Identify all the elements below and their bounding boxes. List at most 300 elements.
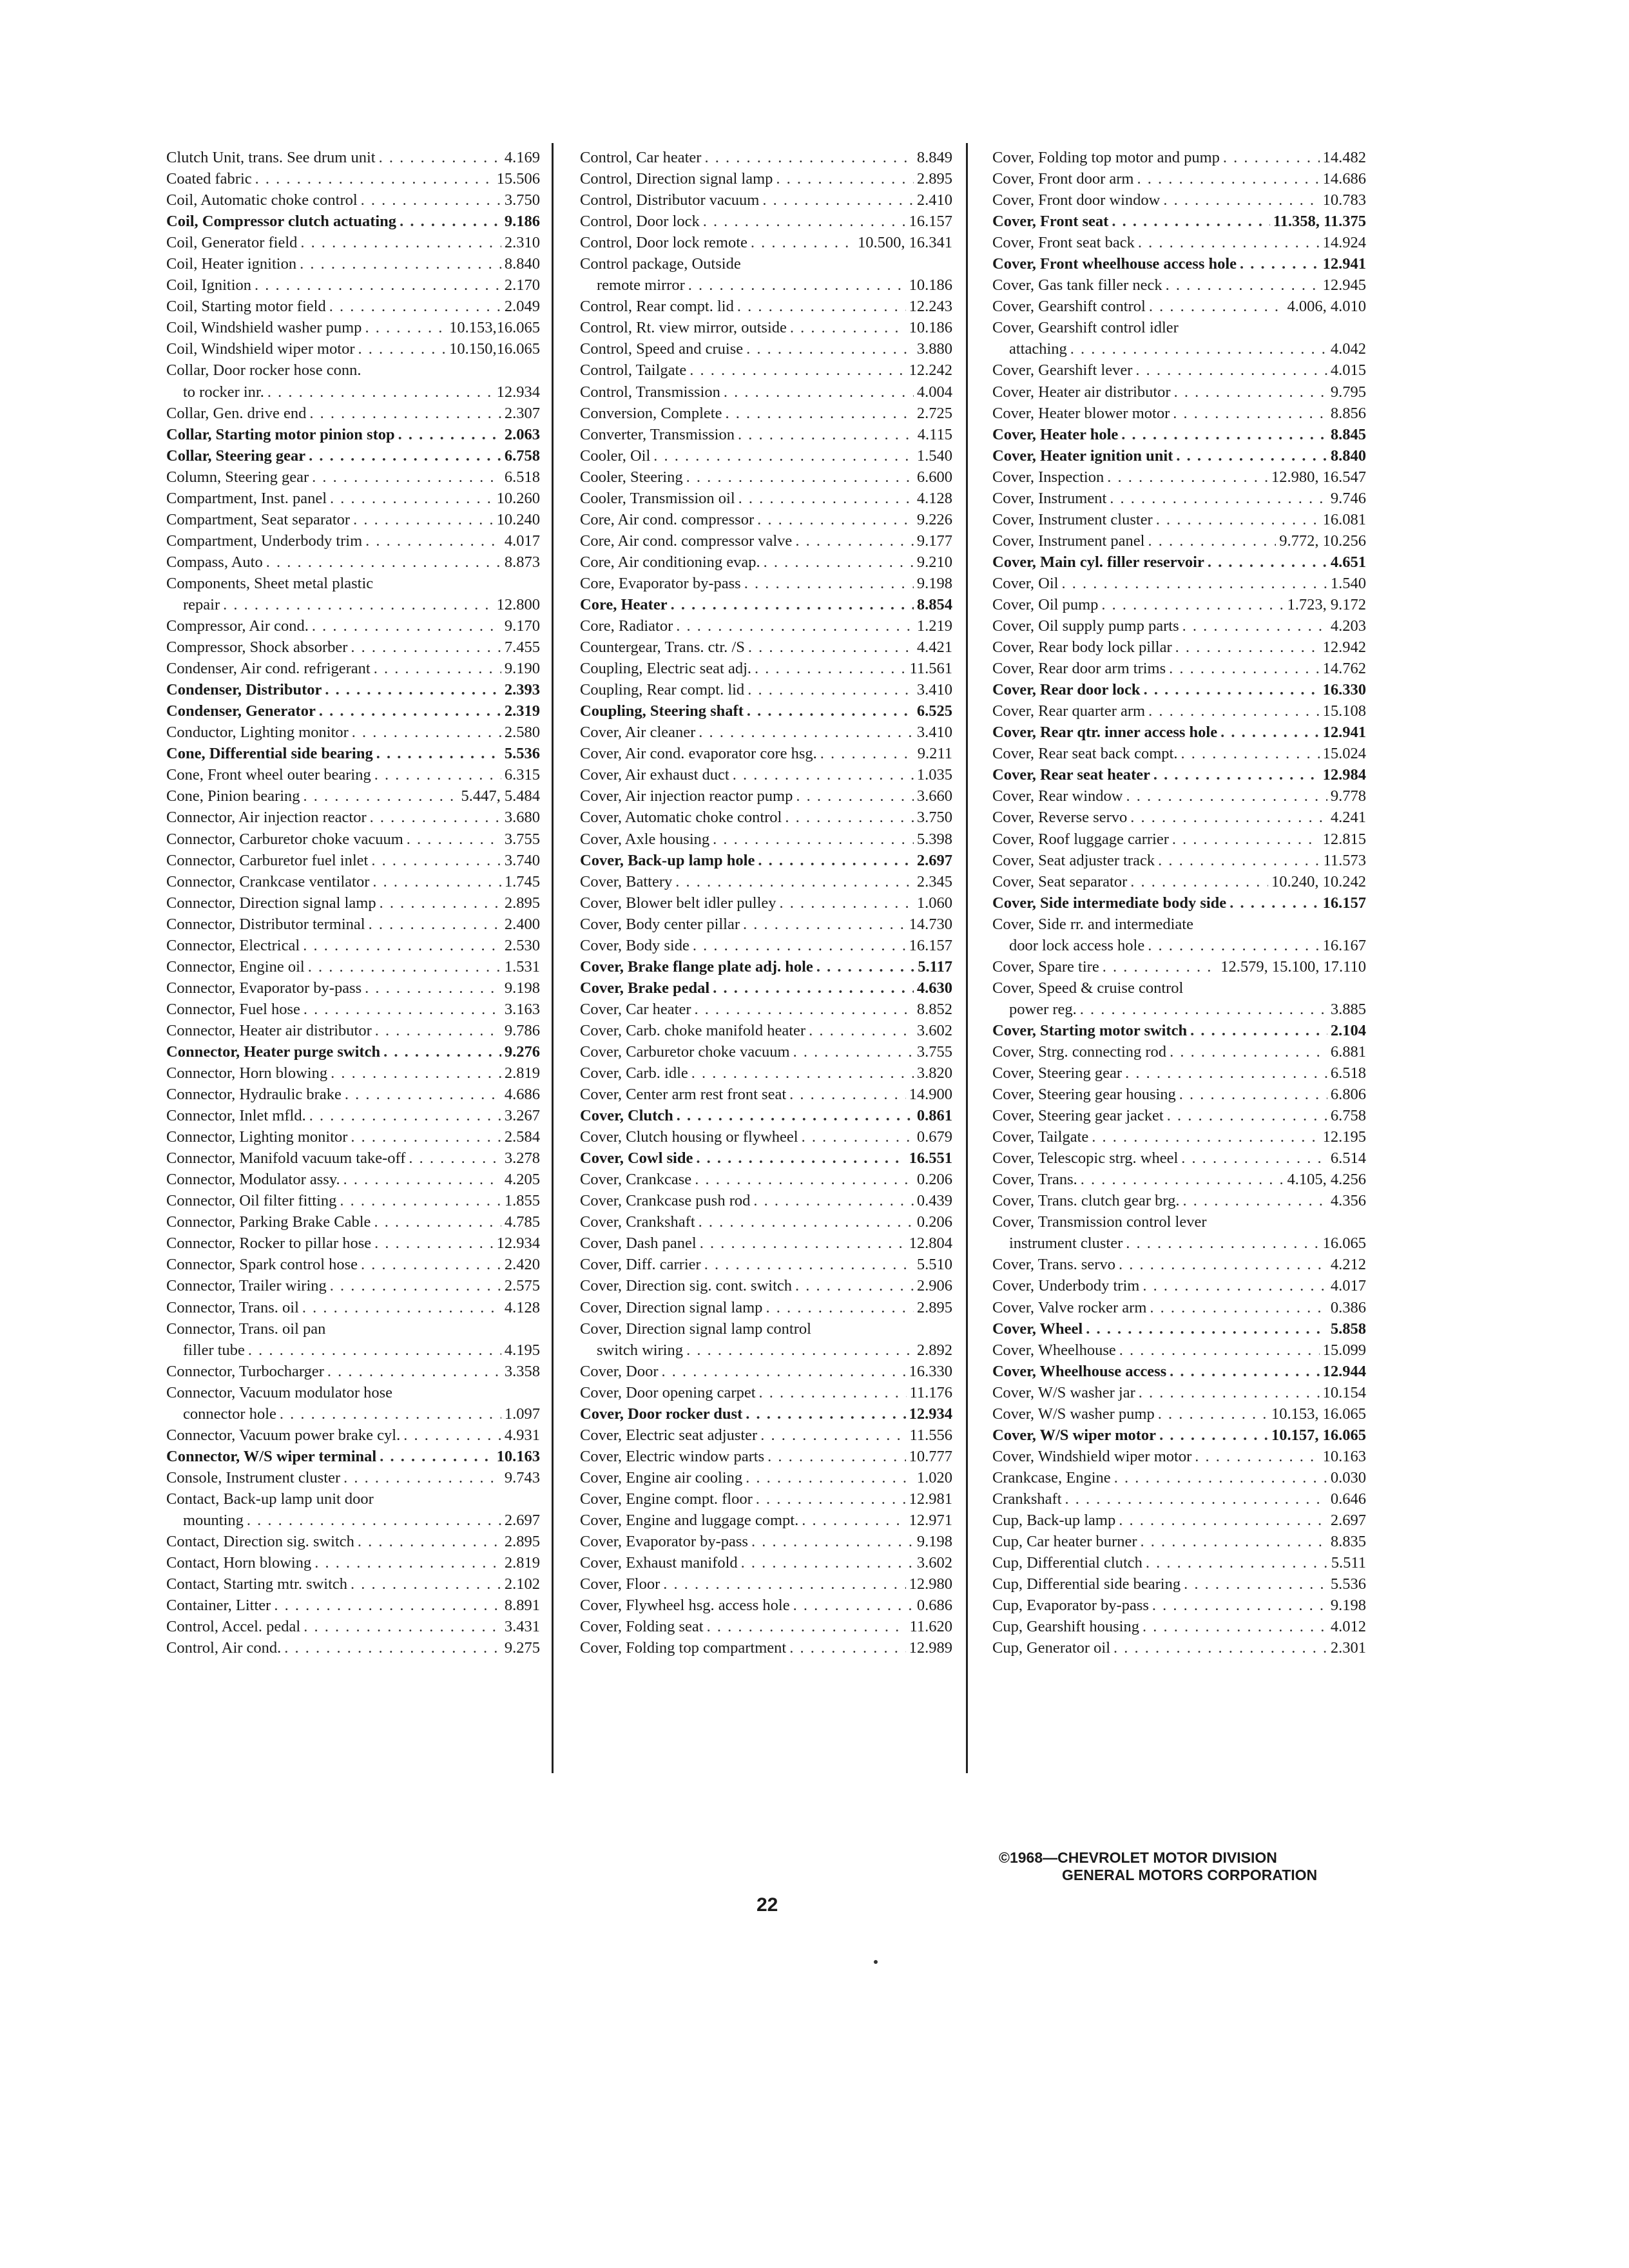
dot-leader xyxy=(374,1211,501,1233)
dot-leader xyxy=(700,1233,906,1254)
entry-page: 10.157, 16.065 xyxy=(1271,1426,1366,1444)
index-entry xyxy=(580,1467,952,1488)
entry-name: Cover, Floor xyxy=(580,1575,660,1593)
entry-page: 11.358, 11.375 xyxy=(1273,213,1366,231)
index-entry xyxy=(992,977,1366,999)
index-entry xyxy=(166,1531,540,1552)
column-divider xyxy=(552,143,554,1773)
dot-leader xyxy=(753,1190,914,1211)
entry-name: Cover, Electric seat adjuster xyxy=(580,1426,758,1444)
index-entry xyxy=(166,935,540,956)
index-entry xyxy=(166,1573,540,1595)
dot-leader xyxy=(746,1403,905,1425)
entry-page: 4.012 xyxy=(1330,1618,1366,1636)
entry-name: Cover, Center arm rest front seat xyxy=(580,1086,787,1104)
entry-page: 9.746 xyxy=(1330,489,1366,507)
index-column-1 xyxy=(166,147,540,1658)
entry-name: Connector, Electrical xyxy=(166,936,300,954)
entry-page: 5.536 xyxy=(1330,1575,1366,1593)
index-entry xyxy=(992,1510,1366,1531)
dot-leader xyxy=(1169,658,1319,679)
dot-leader xyxy=(688,274,906,296)
index-entry xyxy=(166,1275,540,1296)
entry-name: Cover, Exhaust manifold xyxy=(580,1554,738,1572)
index-entry xyxy=(166,1233,540,1254)
dot-leader xyxy=(707,1616,907,1637)
index-entry xyxy=(580,1062,952,1084)
dot-leader xyxy=(1176,445,1327,466)
index-entry xyxy=(992,829,1366,850)
index-entry xyxy=(580,1446,952,1467)
index-entry xyxy=(580,1403,952,1425)
entry-name: Coupling, Electric seat adj. xyxy=(580,660,752,678)
index-entry xyxy=(580,700,952,722)
entry-name: Control, Transmission xyxy=(580,383,720,401)
copyright-footer xyxy=(999,1849,1317,1884)
entry-name: Coil, Generator field xyxy=(166,234,298,252)
index-entry xyxy=(580,637,952,658)
index-entry xyxy=(166,679,540,700)
entry-page: 12.980, 16.547 xyxy=(1271,468,1366,486)
entry-page: 12.815 xyxy=(1322,830,1366,848)
entry-name: Connector, Engine oil xyxy=(166,957,305,975)
index-entry xyxy=(992,1190,1366,1211)
dot-leader xyxy=(1173,403,1327,424)
entry-page: 2.697 xyxy=(1330,1512,1366,1529)
dot-leader xyxy=(671,594,914,615)
entry-page: 6.525 xyxy=(916,702,952,720)
dot-leader xyxy=(266,552,501,573)
entry-page: 16.081 xyxy=(1322,510,1366,528)
index-entry xyxy=(580,850,952,871)
entry-page: 1.060 xyxy=(916,894,952,912)
dot-leader xyxy=(738,488,914,509)
index-entry xyxy=(580,999,952,1020)
entry-name: Coil, Automatic choke control xyxy=(166,191,358,209)
dot-leader xyxy=(255,168,494,189)
entry-name: Clutch Unit, trans. See drum unit xyxy=(166,149,376,166)
index-entry xyxy=(992,1062,1366,1084)
entry-name: Cover, Direction signal lamp xyxy=(580,1298,763,1316)
entry-name: Control, Speed and cruise xyxy=(580,340,744,358)
dot-leader xyxy=(756,1488,906,1510)
index-entry xyxy=(992,637,1366,658)
entry-page: 4.421 xyxy=(916,639,952,657)
entry-page: 10.186 xyxy=(909,276,952,294)
entry-page: 1.745 xyxy=(504,872,540,890)
dot-leader xyxy=(1172,829,1320,850)
entry-name: Coupling, Steering shaft xyxy=(580,702,744,720)
dot-leader xyxy=(300,232,501,253)
dot-leader xyxy=(789,1637,905,1658)
index-entry xyxy=(166,530,540,552)
entry-page: 2.725 xyxy=(916,404,952,422)
dot-leader xyxy=(343,1467,501,1488)
dot-leader xyxy=(1119,1510,1327,1531)
index-entry xyxy=(580,1637,952,1658)
entry-page: 1.097 xyxy=(504,1405,540,1423)
entry-name: Connector, Turbocharger xyxy=(166,1362,324,1380)
index-entry xyxy=(992,211,1366,232)
entry-page: 11.556 xyxy=(909,1426,952,1444)
index-entry xyxy=(992,1552,1366,1573)
index-entry xyxy=(992,935,1366,956)
entry-page: 4.630 xyxy=(916,979,952,997)
index-entry xyxy=(992,424,1366,445)
index-entry xyxy=(166,1211,540,1233)
dot-leader xyxy=(372,871,501,892)
entry-name: Compartment, Inst. panel xyxy=(166,489,327,507)
entry-page: 5.511 xyxy=(1331,1554,1366,1572)
entry-name: Cone, Differential side bearing xyxy=(166,745,373,763)
dot-leader xyxy=(379,147,501,168)
index-entry xyxy=(580,211,952,232)
entry-name: Cover, Wheelhouse xyxy=(992,1341,1116,1359)
entry-page: 9.772, 10.256 xyxy=(1279,532,1366,550)
entry-name: Crankcase, Engine xyxy=(992,1468,1111,1486)
entry-name: Cover, Direction sig. cont. switch xyxy=(580,1277,793,1295)
index-entry xyxy=(580,552,952,573)
dot-leader xyxy=(785,807,914,828)
entry-name: Control, Distributor vacuum xyxy=(580,191,760,209)
index-entry xyxy=(580,1020,952,1041)
entry-page: 2.895 xyxy=(504,1533,540,1551)
index-entry xyxy=(580,360,952,381)
entry-name: Condenser, Generator xyxy=(166,702,316,720)
entry-name: Condenser, Distributor xyxy=(166,681,322,699)
dot-leader xyxy=(746,338,914,360)
index-entry xyxy=(992,1148,1366,1169)
index-entry xyxy=(992,232,1366,253)
entry-name: Cover, Clutch xyxy=(580,1107,673,1125)
entry-name: Contact, Direction sig. switch xyxy=(166,1533,354,1551)
dot-leader xyxy=(733,764,914,785)
entry-name: Connector, Hydraulic brake xyxy=(166,1086,342,1104)
dot-leader xyxy=(713,977,914,999)
dot-leader xyxy=(300,253,501,274)
entry-page: 4.017 xyxy=(1330,1277,1366,1295)
entry-name: Collar, Starting motor pinion stop xyxy=(166,425,395,443)
entry-name: Connector, Vacuum power brake cyl. xyxy=(166,1426,401,1444)
entry-name: Cone, Front wheel outer bearing xyxy=(166,766,371,784)
entry-page: 9.198 xyxy=(1330,1597,1366,1615)
entry-page: 8.840 xyxy=(504,255,540,273)
dot-leader xyxy=(1223,147,1320,168)
index-entry xyxy=(580,1275,952,1296)
entry-name: Cover, Rear seat back compt. xyxy=(992,745,1178,763)
entry-name: Compressor, Shock absorber xyxy=(166,639,348,657)
dot-leader xyxy=(789,1084,905,1105)
dot-leader xyxy=(304,785,458,807)
entry-name: Console, Instrument cluster xyxy=(166,1468,341,1486)
entry-name: Connector, Crankcase ventilator xyxy=(166,872,370,890)
index-entry xyxy=(166,1084,540,1105)
index-entry xyxy=(166,850,540,871)
dot-leader xyxy=(1110,488,1327,509)
dot-leader xyxy=(1103,956,1218,977)
index-entry xyxy=(580,594,952,615)
entry-name: Cover, Flywheel hsg. access hole xyxy=(580,1597,790,1615)
dot-leader xyxy=(1142,1616,1327,1637)
entry-page: 2.530 xyxy=(504,936,540,954)
entry-name: Cover, Gas tank filler neck xyxy=(992,276,1162,294)
index-entry xyxy=(166,1510,540,1531)
dot-leader xyxy=(790,317,906,338)
index-entry xyxy=(992,871,1366,892)
entry-page: 1.540 xyxy=(916,447,952,465)
entry-name: Cover, Clutch housing or flywheel xyxy=(580,1128,798,1146)
index-entry xyxy=(992,488,1366,509)
index-entry xyxy=(166,403,540,424)
entry-name: Cover, Heater blower motor xyxy=(992,404,1170,422)
entry-page: 10.240, 10.242 xyxy=(1271,872,1366,890)
entry-page: 12.942 xyxy=(1322,639,1366,657)
entry-page: 5.536 xyxy=(504,745,540,763)
dot-leader xyxy=(1065,1488,1327,1510)
dot-leader xyxy=(1195,1446,1319,1467)
index-entry xyxy=(992,147,1366,168)
entry-name: Cover, Steering gear xyxy=(992,1064,1123,1082)
entry-name: Cover, Cowl side xyxy=(580,1149,693,1168)
entry-name: Cover, Rear seat heater xyxy=(992,766,1150,784)
entry-page: 5.858 xyxy=(1330,1320,1366,1338)
entry-page: 0.686 xyxy=(916,1597,952,1615)
index-entry xyxy=(992,1382,1366,1403)
index-entry xyxy=(580,147,952,168)
index-entry xyxy=(992,296,1366,317)
entry-name: Column, Steering gear xyxy=(166,468,309,486)
entry-name: Cover, Brake pedal xyxy=(580,979,710,997)
entry-name: Coil, Windshield wiper motor xyxy=(166,340,355,358)
entry-page: 14.924 xyxy=(1322,234,1366,252)
index-entry xyxy=(992,1361,1366,1382)
entry-name: Cover, Oil supply pump parts xyxy=(992,617,1179,635)
dot-leader xyxy=(1141,1531,1327,1552)
entry-page: 11.561 xyxy=(909,660,952,678)
index-entry xyxy=(992,743,1366,764)
entry-page: 4.241 xyxy=(1330,809,1366,827)
entry-name: Connector, Direction signal lamp xyxy=(166,894,376,912)
entry-name: Control package, Outside xyxy=(580,255,741,273)
dot-leader xyxy=(343,1169,501,1190)
entry-page: 10.783 xyxy=(1322,191,1366,209)
dot-leader xyxy=(741,1552,914,1573)
entry-page: 8.891 xyxy=(504,1597,540,1615)
entry-name: Cover, Carb. idle xyxy=(580,1064,688,1082)
index-entry xyxy=(992,914,1366,935)
entry-name: Connector, Lighting monitor xyxy=(166,1128,348,1146)
dot-leader xyxy=(352,722,501,743)
entry-page: 16.330 xyxy=(909,1362,952,1380)
entry-name: Cover, Dash panel xyxy=(580,1235,697,1253)
dot-leader xyxy=(314,1552,501,1573)
index-entry xyxy=(992,1616,1366,1637)
entry-page: 5.398 xyxy=(916,830,952,848)
entry-name: Cover, Battery xyxy=(580,872,673,890)
index-entry xyxy=(166,785,540,807)
entry-page: 12.579, 15.100, 17.110 xyxy=(1220,957,1366,975)
entry-page: 1.531 xyxy=(504,957,540,975)
entry-page: 10.163 xyxy=(1322,1447,1366,1465)
entry-name: Connector, Oil filter fitting xyxy=(166,1192,337,1210)
entry-name: Cover, Gearshift control idler xyxy=(992,319,1179,337)
dot-leader xyxy=(1080,999,1327,1020)
index-entry xyxy=(580,914,952,935)
index-entry xyxy=(992,1233,1366,1254)
entry-page: 15.108 xyxy=(1322,702,1366,720)
entry-name: Cover, Seat adjuster track xyxy=(992,851,1155,869)
index-entry xyxy=(992,1254,1366,1275)
index-entry xyxy=(992,785,1366,807)
dot-leader xyxy=(1107,466,1268,488)
dot-leader xyxy=(1166,274,1320,296)
entry-page: 3.885 xyxy=(1330,1000,1366,1018)
entry-name: Connector, Parking Brake Cable xyxy=(166,1213,371,1231)
index-entry xyxy=(580,785,952,807)
entry-page: 4.785 xyxy=(504,1213,540,1231)
index-entry xyxy=(580,424,952,445)
scan-speck xyxy=(874,1960,878,1964)
index-entry xyxy=(992,1425,1366,1446)
dot-leader xyxy=(1137,168,1319,189)
entry-page: 6.758 xyxy=(504,447,540,465)
entry-name: Connector, Fuel hose xyxy=(166,1000,300,1018)
entry-page: 9.170 xyxy=(504,617,540,635)
index-entry xyxy=(992,1488,1366,1510)
index-entry xyxy=(580,274,952,296)
index-entry xyxy=(992,956,1366,977)
entry-page: 0.030 xyxy=(1330,1468,1366,1486)
entry-page: 2.895 xyxy=(916,170,952,188)
entry-name: remote mirror xyxy=(597,276,685,294)
index-entry xyxy=(166,1297,540,1318)
dot-leader xyxy=(725,403,913,424)
dot-leader xyxy=(351,1573,501,1595)
dot-leader xyxy=(653,445,914,466)
entry-page: 12.934 xyxy=(909,1405,952,1423)
entry-page: 9.743 xyxy=(504,1468,540,1486)
entry-name: Cover, Air exhaust duct xyxy=(580,766,729,784)
entry-page: 2.697 xyxy=(916,851,952,869)
entry-name: Cover, Wheelhouse access xyxy=(992,1362,1167,1380)
index-entry xyxy=(992,445,1366,466)
entry-name: Cover, Spare tire xyxy=(992,957,1099,975)
entry-name: Cover, Seat separator xyxy=(992,872,1128,890)
entry-page: 0.646 xyxy=(1330,1490,1366,1508)
entry-page: 12.945 xyxy=(1322,276,1366,294)
entry-name: Cover, Automatic choke control xyxy=(580,809,782,827)
dot-leader xyxy=(280,1403,501,1425)
index-entry xyxy=(166,1041,540,1062)
entry-page: 9.210 xyxy=(916,553,952,571)
entry-name: Cover, W/S washer jar xyxy=(992,1383,1135,1401)
dot-leader xyxy=(758,850,914,871)
entry-page: 12.941 xyxy=(1322,724,1366,742)
index-entry xyxy=(166,381,540,403)
entry-name: Cup, Car heater burner xyxy=(992,1533,1137,1551)
dot-leader xyxy=(1130,807,1327,828)
entry-page: 10.154 xyxy=(1322,1383,1366,1401)
entry-name: Contact, Horn blowing xyxy=(166,1554,312,1572)
entry-page: 3.602 xyxy=(916,1554,952,1572)
entry-page: 9.226 xyxy=(916,510,952,528)
index-entry xyxy=(992,1467,1366,1488)
entry-page: 4.128 xyxy=(916,489,952,507)
dot-leader xyxy=(1163,189,1319,211)
entry-name: Cover, Door opening carpet xyxy=(580,1383,756,1401)
index-entry xyxy=(992,1595,1366,1616)
index-entry xyxy=(580,253,952,274)
dot-leader xyxy=(1159,1425,1268,1446)
dot-leader xyxy=(255,274,501,296)
dot-leader xyxy=(247,1510,501,1531)
entry-page: 4.169 xyxy=(504,149,540,166)
dot-leader xyxy=(1229,892,1319,914)
entry-page: 0.679 xyxy=(916,1128,952,1146)
dot-leader xyxy=(1158,850,1320,871)
dot-leader xyxy=(695,1169,914,1190)
entry-name: Connector, Inlet mfld. xyxy=(166,1107,306,1125)
entry-name: Collar, Steering gear xyxy=(166,447,306,465)
index-entry xyxy=(992,1169,1366,1190)
index-entry xyxy=(992,1340,1366,1361)
dot-leader xyxy=(1220,722,1320,743)
entry-page: 11.573 xyxy=(1323,851,1366,869)
entry-name: Cover, Rear window xyxy=(992,787,1123,805)
entry-page: 2.892 xyxy=(916,1341,952,1359)
index-entry xyxy=(580,658,952,679)
index-entry xyxy=(992,403,1366,424)
dot-leader xyxy=(380,892,501,914)
dot-leader xyxy=(1148,530,1276,552)
index-entry xyxy=(580,935,952,956)
entry-name: Cover, Rear body lock pillar xyxy=(992,639,1172,657)
dot-leader xyxy=(304,1616,501,1637)
index-entry xyxy=(580,892,952,914)
index-entry xyxy=(992,615,1366,637)
entry-page: 1.540 xyxy=(1330,574,1366,592)
dot-leader xyxy=(330,488,494,509)
entry-page: 16.157 xyxy=(1322,894,1366,912)
entry-name: Cover, Steering gear housing xyxy=(992,1086,1176,1104)
entry-name: Cover, Front door window xyxy=(992,191,1161,209)
index-entry xyxy=(580,1254,952,1275)
dot-leader xyxy=(358,338,447,360)
entry-name: Conductor, Lighting monitor xyxy=(166,724,349,742)
dot-leader xyxy=(760,1425,906,1446)
entry-page: 12.243 xyxy=(909,298,952,316)
footer-line-2: GENERAL MOTORS CORPORATION xyxy=(1062,1867,1318,1883)
entry-name: Control, Direction signal lamp xyxy=(580,170,773,188)
entry-name: Cover, Rear qtr. inner access hole xyxy=(992,724,1218,742)
entry-page: 6.315 xyxy=(504,766,540,784)
dot-leader xyxy=(1144,679,1320,700)
entry-name: Connector, W/S wiper terminal xyxy=(166,1447,377,1465)
entry-name: Countergear, Trans. ctr. /S xyxy=(580,639,745,657)
index-entry xyxy=(166,168,540,189)
entry-page: 12.934 xyxy=(496,1235,540,1253)
dot-leader xyxy=(371,850,501,871)
dot-leader xyxy=(409,1148,501,1169)
entry-page: 2.895 xyxy=(504,894,540,912)
index-column-2 xyxy=(580,147,952,1658)
entry-page: 12.804 xyxy=(909,1235,952,1253)
index-entry xyxy=(580,381,952,403)
dot-leader xyxy=(1158,1403,1268,1425)
dot-leader xyxy=(304,999,501,1020)
entry-page: 2.819 xyxy=(504,1554,540,1572)
entry-page: 12.195 xyxy=(1322,1128,1366,1146)
